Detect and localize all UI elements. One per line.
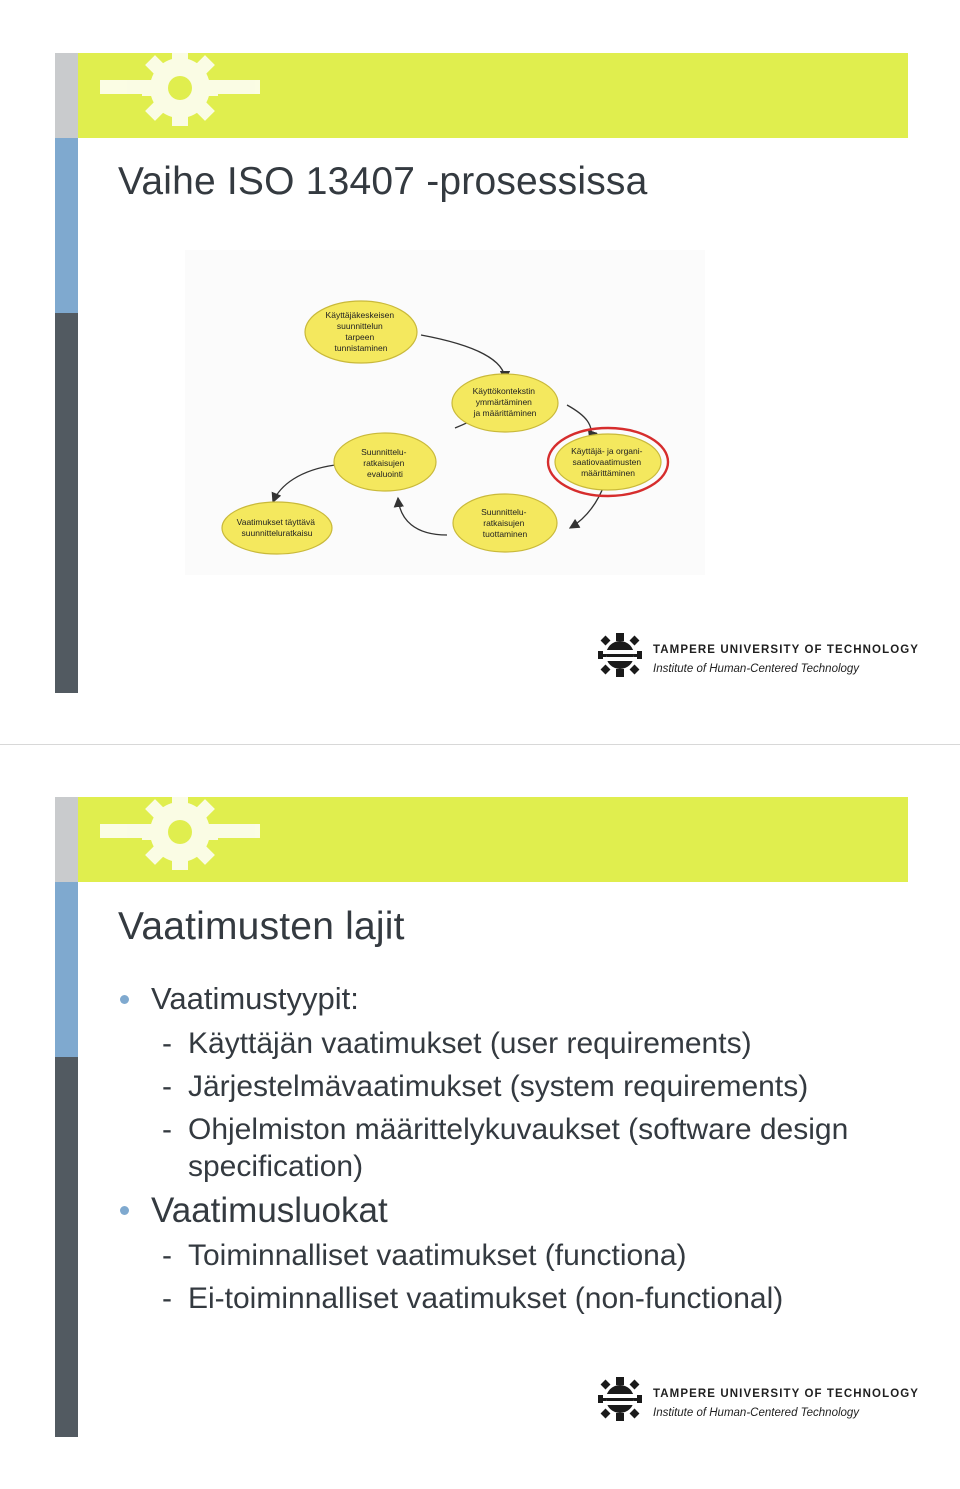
sidebar-gray-segment — [55, 797, 78, 882]
svg-text:Käyttäjä- ja organi- s: Käyttäjä- ja organi- saatiovaatimusten määrittäminen — [571, 446, 643, 478]
slide-2 — [0, 745, 960, 1489]
list-item: - Toiminnalliset vaatimukset (functiona) — [162, 1239, 687, 1272]
bullet-requirement-classes: Vaatimusluokat — [118, 1191, 898, 1231]
logo-university-name: TAMPERE UNIVERSITY OF TECHNOLOGY — [653, 644, 920, 656]
tut-logo — [597, 1376, 920, 1424]
sidebar-blue-segment — [55, 882, 78, 1057]
sidebar-dark-segment — [55, 1057, 78, 1437]
logo-institute-name: Institute of Human-Centered Technology — [653, 1407, 860, 1419]
node-design-evaluation — [334, 433, 436, 491]
slide-title: Vaihe ISO 13407 -prosessissa — [118, 160, 648, 203]
svg-text:Vaatimukset täyttävä s: Vaatimukset täyttävä suunnitteluratkaisu — [236, 517, 315, 538]
sidebar-dark-segment — [55, 313, 78, 693]
node-design-production — [453, 494, 557, 552]
svg-text:Suunnittelu- ratkaisuj: Suunnittelu- ratkaisujen tuottaminen — [481, 507, 528, 539]
list-item: - Ohjelmiston määrittelykuvaukset (software design specification) — [162, 1113, 849, 1183]
sidebar-blue-segment — [55, 138, 78, 313]
list-item: - Ei-toiminnalliset vaatimukset (non-functional) — [162, 1282, 784, 1315]
svg-text:Käyttäjäkeskeisen suun: Käyttäjäkeskeisen suunnittelun tarpeen tunnistaminen — [325, 310, 395, 353]
gear-logo-icon — [597, 1376, 643, 1422]
tut-logo — [597, 632, 920, 680]
svg-text:Käyttökontekstin ymmär: Käyttökontekstin ymmärtäminen ja määrittäminen — [472, 386, 537, 418]
gear-watermark-icon — [100, 794, 260, 874]
list-item: - Käyttäjän vaatimukset (user requirements) — [162, 1027, 752, 1060]
node-context-of-use — [452, 374, 558, 432]
logo-university-name: TAMPERE UNIVERSITY OF TECHNOLOGY — [653, 1388, 920, 1400]
node-need-identification — [305, 301, 417, 363]
gear-watermark-icon — [100, 50, 260, 130]
gear-logo-icon — [597, 632, 643, 678]
slide-title: Vaatimusten lajit — [118, 905, 405, 948]
sidebar-gray-segment — [55, 53, 78, 138]
svg-text:Suunnittelu- ratkaisuj: Suunnittelu- ratkaisujen evaluointi — [361, 447, 407, 479]
bullet-requirement-types: Vaatimustyypit: — [118, 980, 898, 1017]
node-final-solution — [222, 502, 332, 554]
logo-institute-name: Institute of Human-Centered Technology — [653, 663, 860, 675]
list-item: - Järjestelmävaatimukset (system requirements) — [162, 1070, 809, 1103]
iso-13407-process-diagram — [185, 250, 705, 575]
node-requirements-specification — [548, 428, 668, 496]
bullet-list — [118, 980, 898, 1323]
